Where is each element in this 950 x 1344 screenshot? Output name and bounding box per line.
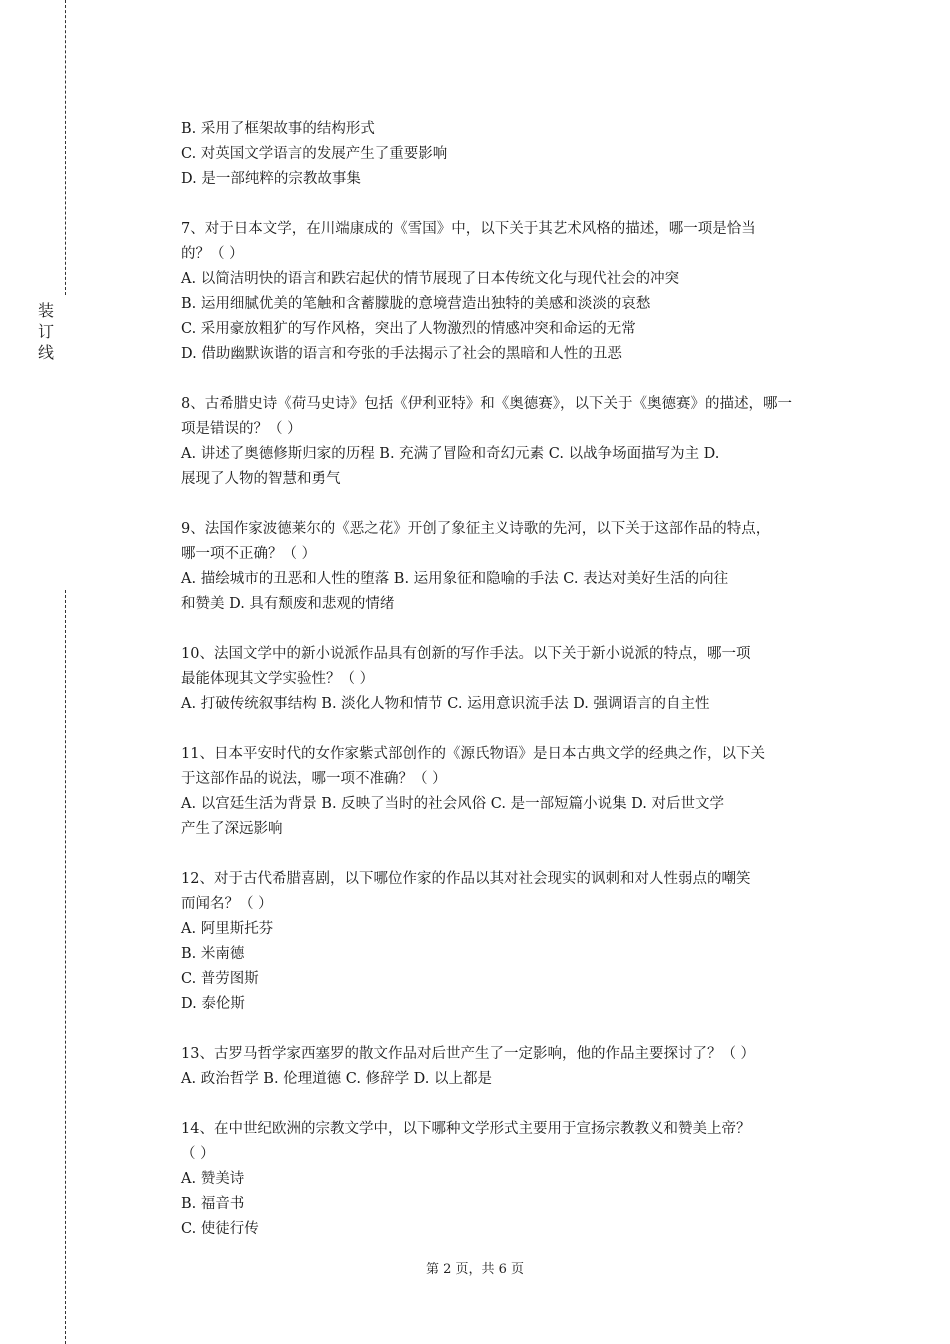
option-line: B. 运用细腻优美的笔触和含蓄朦胧的意境营造出独特的美感和淡淡的哀愁	[181, 296, 651, 312]
question-stem-line: 8、古希腊史诗《荷马史诗》包括《伊利亚特》和《奥德赛》，以下关于《奥德赛》的描述，哪一	[181, 396, 792, 412]
question-stem-line: 10、法国文学中的新小说派作品具有创新的写作手法。以下关于新小说派的特点，哪一项	[181, 646, 751, 662]
question-11	[181, 742, 851, 842]
option-line: A. 以简洁明快的语言和跌宕起伏的情节展现了日本传统文化与现代社会的冲突	[181, 271, 680, 287]
option-line: D. 是一部纯粹的宗教故事集	[181, 171, 361, 187]
question-stem-line: （ ）	[181, 1146, 215, 1162]
option-line: D. 泰伦斯	[181, 996, 245, 1012]
binding-dashed-line-bottom	[65, 590, 66, 1344]
binding-dashed-line-top	[65, 0, 66, 295]
question-stem-line: 11、日本平安时代的女作家紫式部创作的《源氏物语》是日本古典文学的经典之作，以下关	[181, 746, 765, 762]
option-line: A. 赞美诗	[181, 1171, 245, 1187]
question-7	[181, 217, 851, 367]
question-stem-line: 的？（ ）	[181, 246, 244, 262]
option-line: A. 讲述了奥德修斯归家的历程 B. 充满了冒险和奇幻元素 C. 以战争场面描写为主 D.	[181, 446, 720, 462]
option-line: A. 描绘城市的丑恶和人性的堕落 B. 运用象征和隐喻的手法 C. 表达对美好生活的向往	[181, 571, 729, 587]
option-line: C. 普劳图斯	[181, 971, 259, 987]
option-line: C. 采用豪放粗犷的写作风格，突出了人物激烈的情感冲突和命运的无常	[181, 321, 636, 337]
option-line: 展现了人物的智慧和勇气	[181, 471, 341, 487]
question-stem-line: 9、法国作家波德莱尔的《恶之花》开创了象征主义诗歌的先河，以下关于这部作品的特点，	[181, 521, 771, 537]
option-line: A. 阿里斯托芬	[181, 921, 274, 937]
binding-char: 装	[37, 301, 54, 320]
question-12	[181, 867, 851, 1017]
option-line: A. 以宫廷生活为背景 B. 反映了当时的社会风俗 C. 是一部短篇小说集 D. 对后世文学	[181, 796, 725, 812]
option-line: 产生了深远影响	[181, 821, 283, 837]
option-line: A. 政治哲学 B. 伦理道德 C. 修辞学 D. 以上都是	[181, 1071, 493, 1087]
question-stem-line: 7、对于日本文学，在川端康成的《雪国》中，以下关于其艺术风格的描述，哪一项是恰当	[181, 221, 756, 237]
question-10	[181, 642, 851, 717]
question-stem-line: 而闻名？（ ）	[181, 896, 273, 912]
binding-label	[36, 300, 56, 363]
option-line: A. 打破传统叙事结构 B. 淡化人物和情节 C. 运用意识流手法 D. 强调语言的自主性	[181, 696, 710, 712]
question-13	[181, 1042, 851, 1092]
option-line: 和赞美 D. 具有颓废和悲观的情绪	[181, 596, 395, 612]
prev-question-options	[181, 117, 851, 192]
page-footer: 第 2 页，共 6 页	[425, 1262, 525, 1277]
question-stem-line: 14、在中世纪欧洲的宗教文学中，以下哪种文学形式主要用于宣扬宗教教义和赞美上帝？	[181, 1121, 751, 1137]
question-stem-line: 最能体现其文学实验性？（ ）	[181, 671, 375, 687]
question-content	[181, 117, 851, 1242]
question-stem-line: 13、古罗马哲学家西塞罗的散文作品对后世产生了一定影响，他的作品主要探讨了？（ ）	[181, 1046, 756, 1062]
question-stem-line: 12、对于古代希腊喜剧，以下哪位作家的作品以其对社会现实的讽刺和对人性弱点的嘲笑	[181, 871, 751, 887]
question-stem-line: 项是错误的？（ ）	[181, 421, 302, 437]
binding-char: 线	[37, 343, 54, 362]
option-line: C. 对英国文学语言的发展产生了重要影响	[181, 146, 448, 162]
question-8	[181, 392, 851, 492]
option-line: C. 使徒行传	[181, 1221, 259, 1237]
question-stem-line: 哪一项不正确？（ ）	[181, 546, 317, 562]
option-line: B. 米南德	[181, 946, 245, 962]
question-9	[181, 517, 851, 617]
question-stem-line: 于这部作品的说法，哪一项不准确？（ ）	[181, 771, 447, 787]
option-line: B. 采用了框架故事的结构形式	[181, 121, 375, 137]
question-14	[181, 1117, 851, 1242]
binding-char: 订	[37, 322, 54, 341]
option-line: D. 借助幽默诙谐的语言和夸张的手法揭示了社会的黑暗和人性的丑恶	[181, 346, 622, 362]
option-line: B. 福音书	[181, 1196, 245, 1212]
